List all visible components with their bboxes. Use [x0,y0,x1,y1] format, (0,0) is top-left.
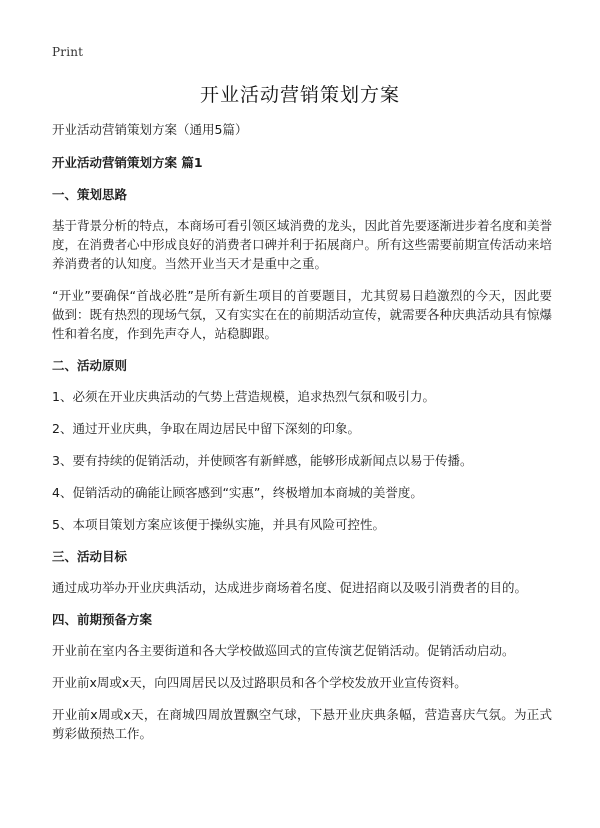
list-item: 5、本项目策划方案应该便于操纵实施，并具有风险可控性。 [52,517,385,532]
paragraph: “开业”要确保“首战必胜”是所有新生项目的首要题目，尤其贸易日趋激烈的今天，因此要做到：既有热烈的现场气氛，又有实实在在的前期活动宣传，就需要各种庆典活动具有惊爆性和着名度，作到先声夺人，站稳脚跟。 [52,288,553,341]
paragraph: 开业前x周或x天，向四周居民以及过路职员和各个学校发放开业宣传资料。 [52,675,467,690]
print-link[interactable]: Print [52,45,84,59]
section-heading-strategy: 一、策划思路 [52,187,128,202]
article-title: 开业活动营销策划方案 篇1 [52,155,203,170]
paragraph: 通过成功举办开业庆典活动，达成进步商场着名度、促进招商以及吸引消费者的目的。 [52,580,528,595]
list-item: 3、要有持续的促销活动，并使顾客有新鲜感，能够形成新闻点以易于传播。 [52,453,473,468]
document-body [52,120,552,756]
page-title: 开业活动营销策划方案 [199,84,400,106]
paragraph: 开业前x周或x天，在商城四周放置飘空气球，下悬开业庆典条幅，营造喜庆气氛。为正式剪彩做预热工作。 [52,707,552,741]
section-heading-principles: 二、活动原则 [52,358,128,373]
document-subtitle: 开业活动营销策划方案（通用5篇） [52,122,248,137]
list-item: 1、必须在开业庆典活动的气势上营造规模，追求热烈气氛和吸引力。 [52,389,435,404]
list-item: 2、通过开业庆典，争取在周边居民中留下深刻的印象。 [52,421,360,436]
paragraph: 基于背景分析的特点，本商场可看引领区域消费的龙头，因此首先要逐渐进步着名度和美誉度，在消费者心中形成良好的消费者口碑并利于拓展商户。所有这些需要前期宣传活动来培养消费者的认知度。当然开业当天才是重中之重。 [52,218,553,271]
section-heading-goals: 三、活动目标 [52,549,128,564]
section-heading-preparation: 四、前期预备方案 [52,612,153,627]
paragraph: 开业前在室内各主要街道和各大学校做巡回式的宣传演艺促销活动。促销活动启动。 [52,643,515,658]
list-item: 4、促销活动的确能让顾客感到“实惠”，终极增加本商城的美誉度。 [52,485,423,500]
